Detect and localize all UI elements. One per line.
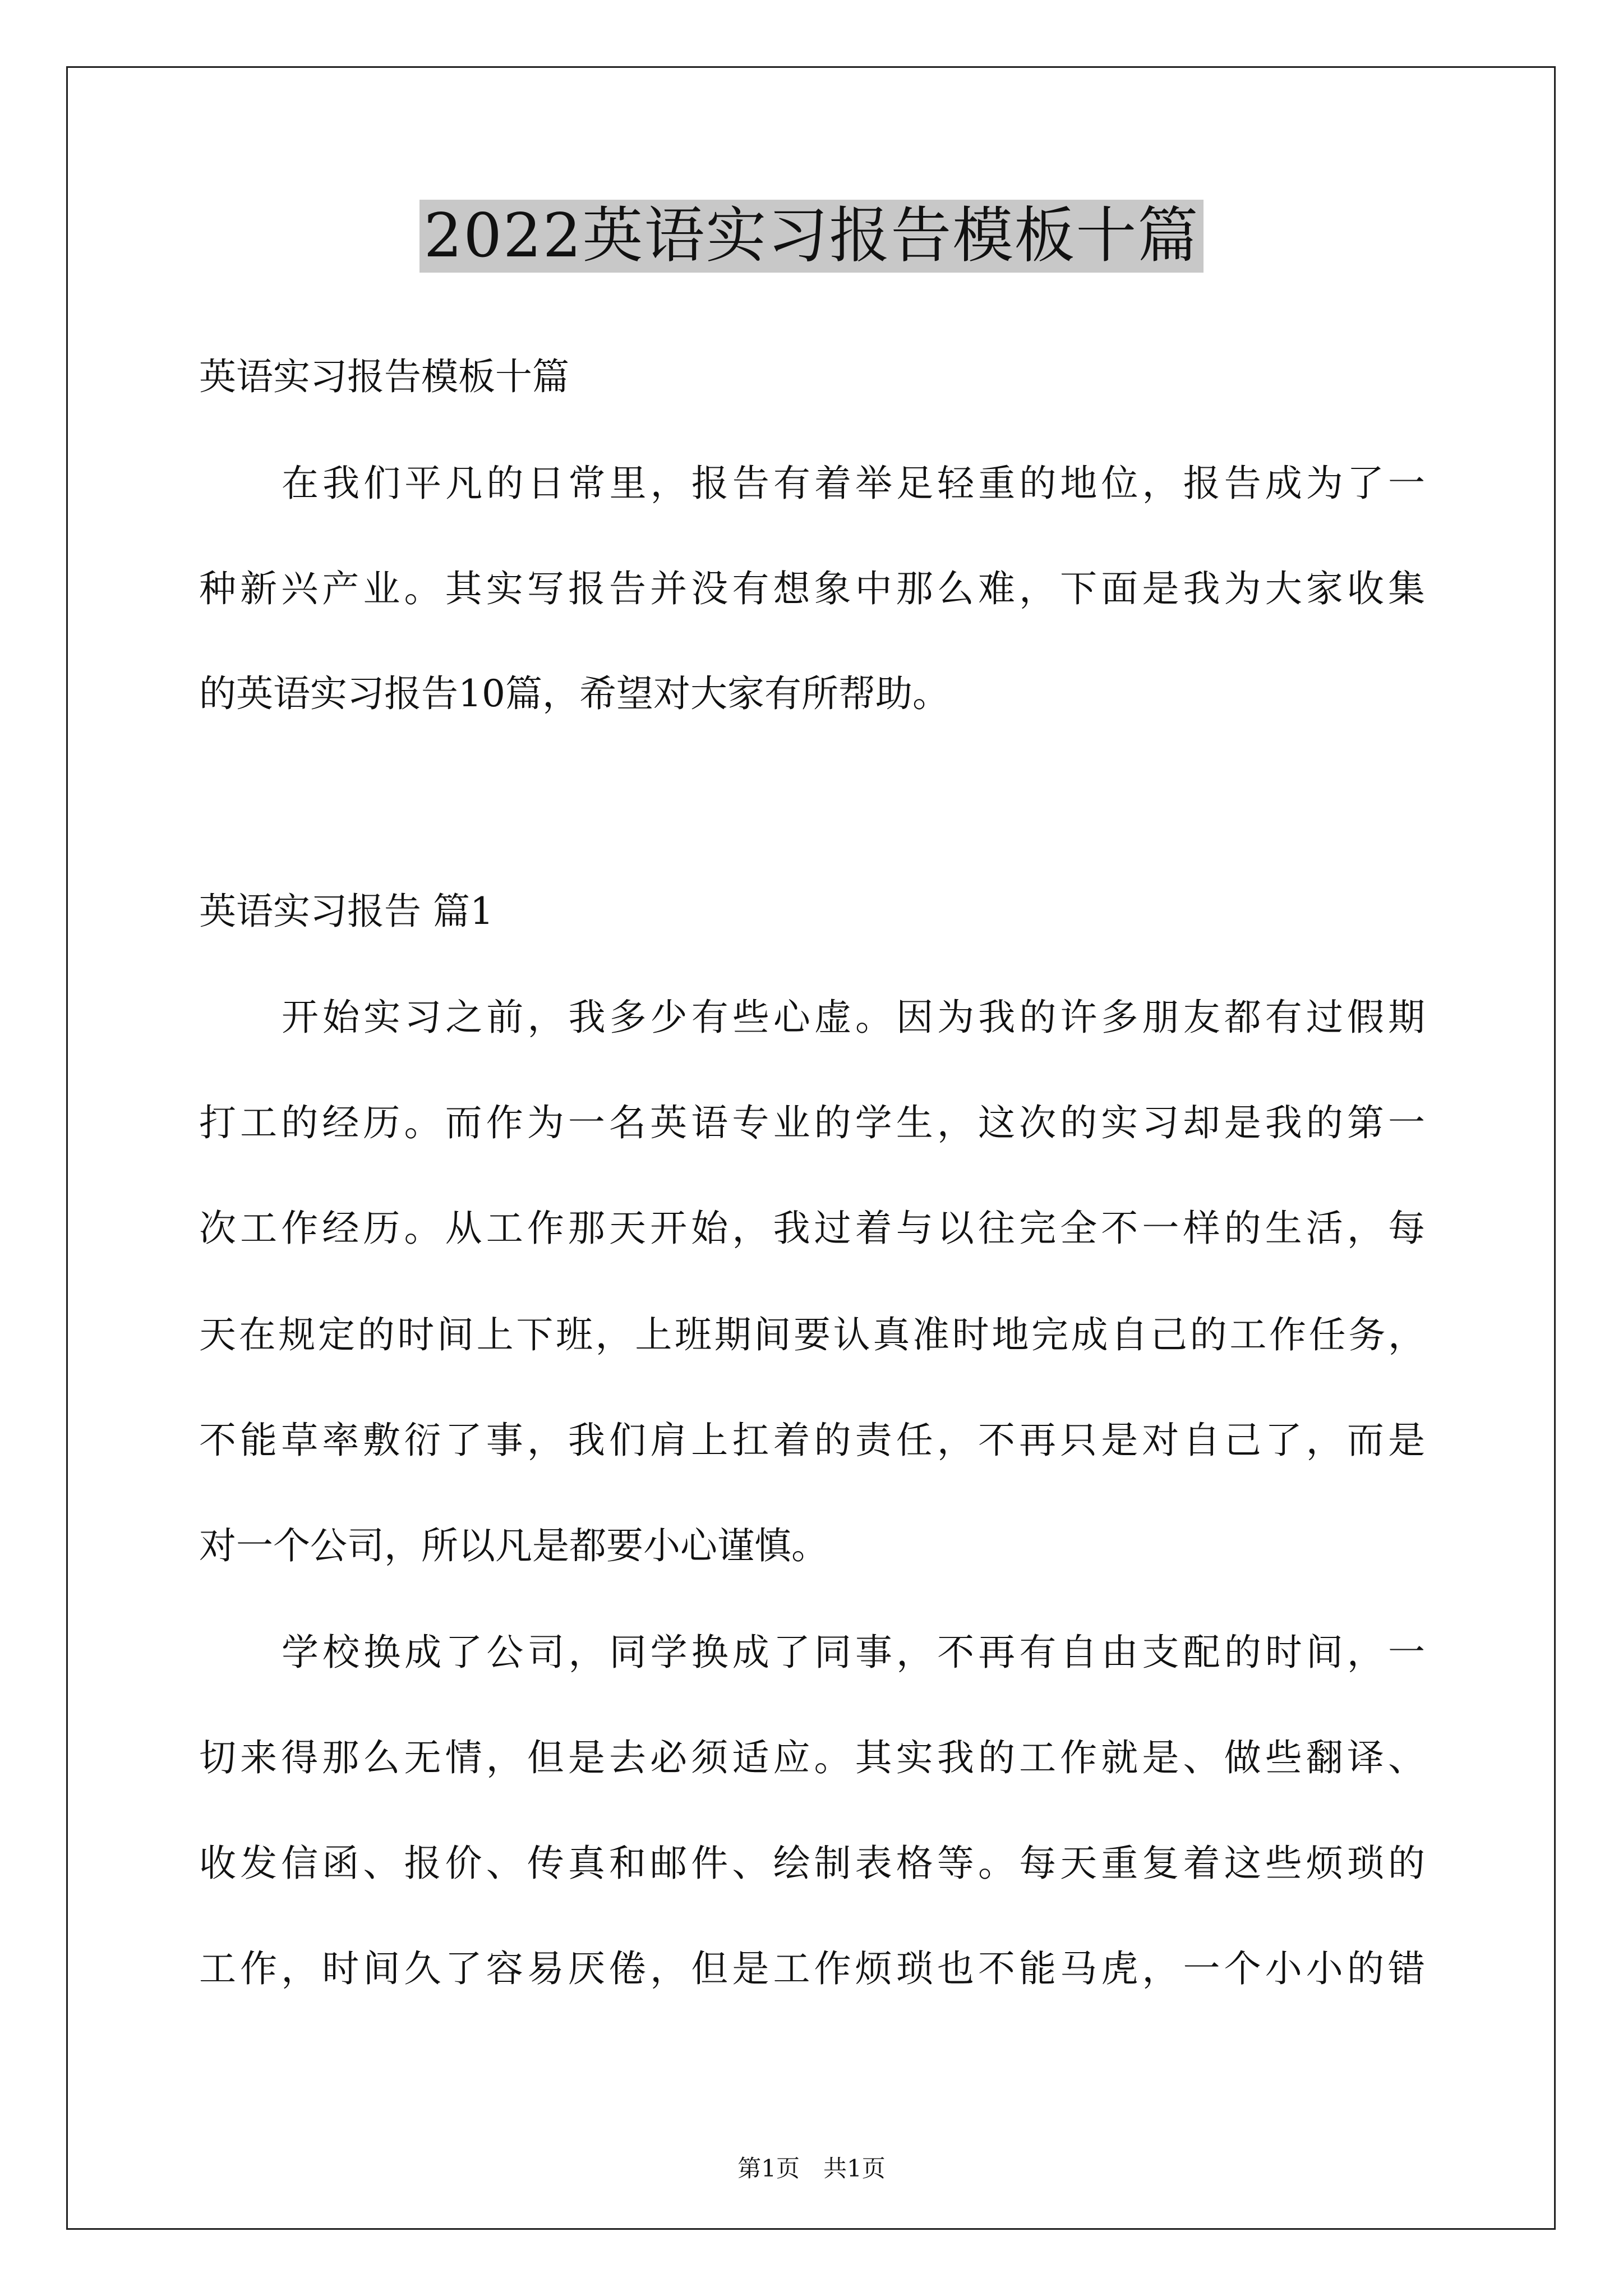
intro-line-3: 的英语实习报告10篇，希望对大家有所帮助。 [199, 672, 949, 715]
paragraph1-line-4: 天在规定的时间上下班，上班期间要认真准时地完成自己的工作任务， [199, 1313, 1425, 1356]
paragraph2-line-2: 切来得那么无情，但是去必须适应。其实我的工作就是、做些翻译、 [199, 1736, 1425, 1779]
paragraph2-line-4: 工作，时间久了容易厌倦，但是工作烦琐也不能马虎，一个小小的错 [199, 1947, 1425, 1990]
document-subtitle: 英语实习报告模板十篇 [199, 355, 569, 398]
paragraph1-line-2: 打工的经历。而作为一名英语专业的学生，这次的实习却是我的第一 [199, 1101, 1425, 1144]
paragraph1-line-5: 不能草率敷衍了事，我们肩上扛着的责任，不再只是对自己了，而是 [199, 1419, 1425, 1462]
intro-line-1: 在我们平凡的日常里，报告有着举足轻重的地位，报告成为了一 [282, 462, 1425, 505]
section-heading: 英语实习报告 篇1 [199, 890, 494, 933]
paragraph2-line-3: 收发信函、报价、传真和邮件、绘制表格等。每天重复着这些烦琐的 [199, 1842, 1425, 1885]
paragraph1-line-6: 对一个公司，所以凡是都要小心谨慎。 [199, 1524, 828, 1567]
paragraph1-line-3: 次工作经历。从工作那天开始，我过着与以往完全不一样的生活，每 [199, 1207, 1425, 1250]
document-title: 2022英语实习报告模板十篇 [419, 200, 1204, 273]
paragraph2-line-1: 学校换成了公司，同学换成了同事，不再有自由支配的时间，一 [282, 1631, 1425, 1674]
intro-line-2: 种新兴产业。其实写报告并没有想象中那么难，下面是我为大家收集 [199, 567, 1425, 610]
title-container [0, 200, 1623, 273]
page-footer: 第1页 共1页 [737, 2155, 886, 2182]
paragraph1-line-1: 开始实习之前，我多少有些心虚。因为我的许多朋友都有过假期 [282, 996, 1425, 1039]
